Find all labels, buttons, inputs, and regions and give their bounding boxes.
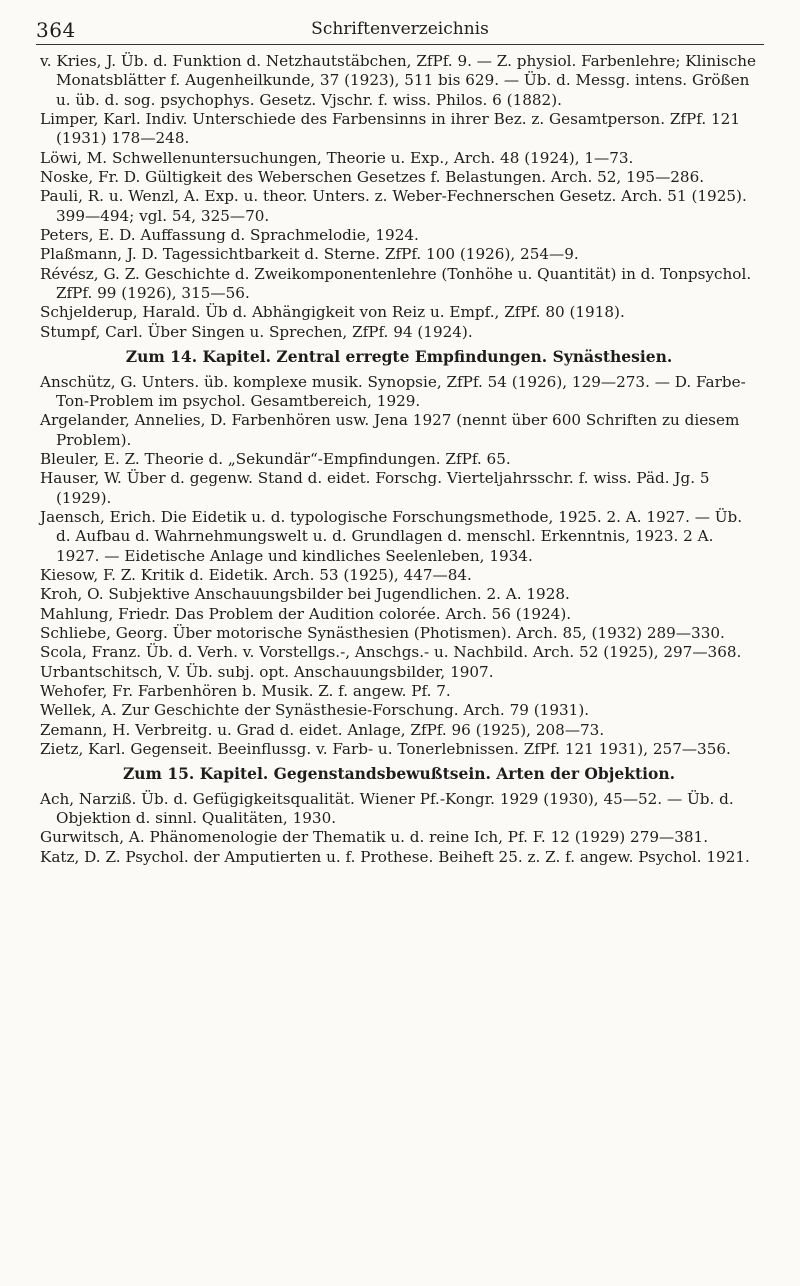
bibliography-entry: Ach, Narziß. Üb. d. Gefügigkeitsqualität. Wiener Pf.-Kongr. 1929 (1930), 45—52. — Üb. d. Objektion d. sinnl. Qualitäten, 1930. — [40, 789, 734, 828]
bibliography-entry: Peters, E. D. Auffassung d. Sprachmelodie, 1924. — [40, 226, 419, 245]
bibliography-entry: Schjelderup, Harald. Üb d. Abhängigkeit von Reiz u. Empf., ZfPf. 80 (1918). — [40, 303, 625, 322]
bibliography-entry: Löwi, M. Schwellenuntersuchungen, Theorie u. Exp., Arch. 48 (1924), 1—73. — [40, 148, 634, 167]
bibliography-entry: Stumpf, Carl. Über Singen u. Sprechen, ZfPf. 94 (1924). — [40, 322, 473, 341]
bibliography-entry: Kiesow, F. Z. Kritik d. Eidetik. Arch. 53 (1925), 447—84. — [40, 565, 472, 584]
bibliography-entry: Révész, G. Z. Geschichte d. Zweikomponentenlehre (Tonhöhe u. Quantität) in d. Tonpsychol. ZfPf. 99 (1926), 315—56. — [40, 264, 752, 303]
page-header — [36, 14, 764, 45]
chapter-heading: Zum 15. Kapitel. Gegenstandsbewußtsein. Arten der Objektion. — [122, 764, 676, 784]
chapter-heading: Zum 14. Kapitel. Zentral erregte Empfindungen. Synästhesien. — [125, 347, 673, 367]
bibliography-entry: Zietz, Karl. Gegenseit. Beeinflussg. v. Farb- u. Tonerlebnissen. ZfPf. 121 1931), 257—356. — [40, 740, 731, 759]
bibliography-entry: Noske, Fr. D. Gültigkeit des Weberschen Gesetzes f. Belastungen. Arch. 52, 195—286. — [40, 168, 705, 187]
bibliography-entry: Wehofer, Fr. Farbenhören b. Musik. Z. f. angew. Pf. 7. — [40, 682, 451, 700]
page-number: 364 — [36, 18, 76, 42]
bibliography-body — [40, 52, 758, 867]
bibliography-entry: Argelander, Annelies, D. Farbenhören usw. Jena 1927 (nennt über 600 Schriften zu diesem Problem). — [40, 411, 740, 449]
bibliography-entry: Kroh, O. Subjektive Anschauungsbilder bei Jugendlichen. 2. A. 1928. — [40, 585, 570, 604]
bibliography-entry: Mahlung, Friedr. Das Problem der Audition colorée. Arch. 56 (1924). — [40, 604, 572, 623]
bibliography-entry: Anschütz, G. Unters. üb. komplexe musik. Synopsie, ZfPf. 54 (1926), 129—273. — D. Farbe-Ton-Problem im psychol. Gesamtbereich, 1929. — [40, 372, 746, 410]
bibliography-entry: Plaßmann, J. D. Tagessichtbarkeit d. Sterne. ZfPf. 100 (1926), 254—9. — [40, 245, 579, 264]
bibliography-entry: Pauli, R. u. Wenzl, A. Exp. u. theor. Unters. z. Weber-Fechnerschen Gesetz. Arch. 51 (1925). 399—494; vgl. 54, 325—70. — [40, 187, 747, 225]
bibliography-entry: v. Kries, J. Üb. d. Funktion d. Netzhautstäbchen, ZfPf. 9. — Z. physiol. Farbenlehre; Klinische Monatsblätter f. Augenheilkunde, 37 (1923), 511 bis 629. — Üb. d. Messg. intens. Größen u. üb. d. sog. psychophys. Gesetz. Vjschr. f. wiss. Philos. 6 (1882). — [40, 52, 757, 109]
bibliography-entry: Hauser, W. Über d. gegenw. Stand d. eidet. Forschg. Vierteljahrsschr. f. wiss. Päd. Jg. 5 (1929). — [40, 469, 710, 507]
bibliography-entry: Schliebe, Georg. Über motorische Synästhesien (Photismen). Arch. 85, (1932) 289—330. — [40, 623, 725, 642]
bibliography-entry: Bleuler, E. Z. Theorie d. „Sekundär“-Empfindungen. ZfPf. 65. — [40, 449, 511, 468]
bibliography-entry: Limper, Karl. Indiv. Unterschiede des Farbensinns in ihrer Bez. z. Gesamtperson. ZfPf. 121 (1931) 178—248. — [40, 110, 740, 148]
bibliography-entry: Wellek, A. Zur Geschichte der Synästhesie-Forschung. Arch. 79 (1931). — [40, 701, 590, 720]
running-title: Schriftenverzeichnis — [311, 19, 489, 39]
bibliography-entry: Urbantschitsch, V. Üb. subj. opt. Anschauungsbilder, 1907. — [40, 662, 494, 681]
bibliography-entry: Scola, Franz. Üb. d. Verh. v. Vorstellgs.-, Anschgs.- u. Nachbild. Arch. 52 (1925), 297—368. — [40, 643, 742, 662]
bibliography-entry: Gurwitsch, A. Phänomenologie der Thematik u. d. reine Ich, Pf. F. 12 (1929) 279—381. — [40, 828, 709, 847]
bibliography-entry: Jaensch, Erich. Die Eidetik u. d. typologische Forschungsmethode, 1925. 2. A. 1927. — Üb. d. Aufbau d. Wahrnehmungswelt u. d. Grundlagen d. menschl. Erkenntnis, 1923. 2 A. 1927. — Eidetische Anlage und kindliches Seelenleben, 1934. — [40, 507, 743, 565]
bibliography-entry: Zemann, H. Verbreitg. u. Grad d. eidet. Anlage, ZfPf. 96 (1925), 208—73. — [40, 720, 605, 739]
bibliography-entry: Katz, D. Z. Psychol. der Amputierten u. f. Prothese. Beiheft 25. z. Z. f. angew. Psychol. 1921. — [40, 847, 750, 866]
